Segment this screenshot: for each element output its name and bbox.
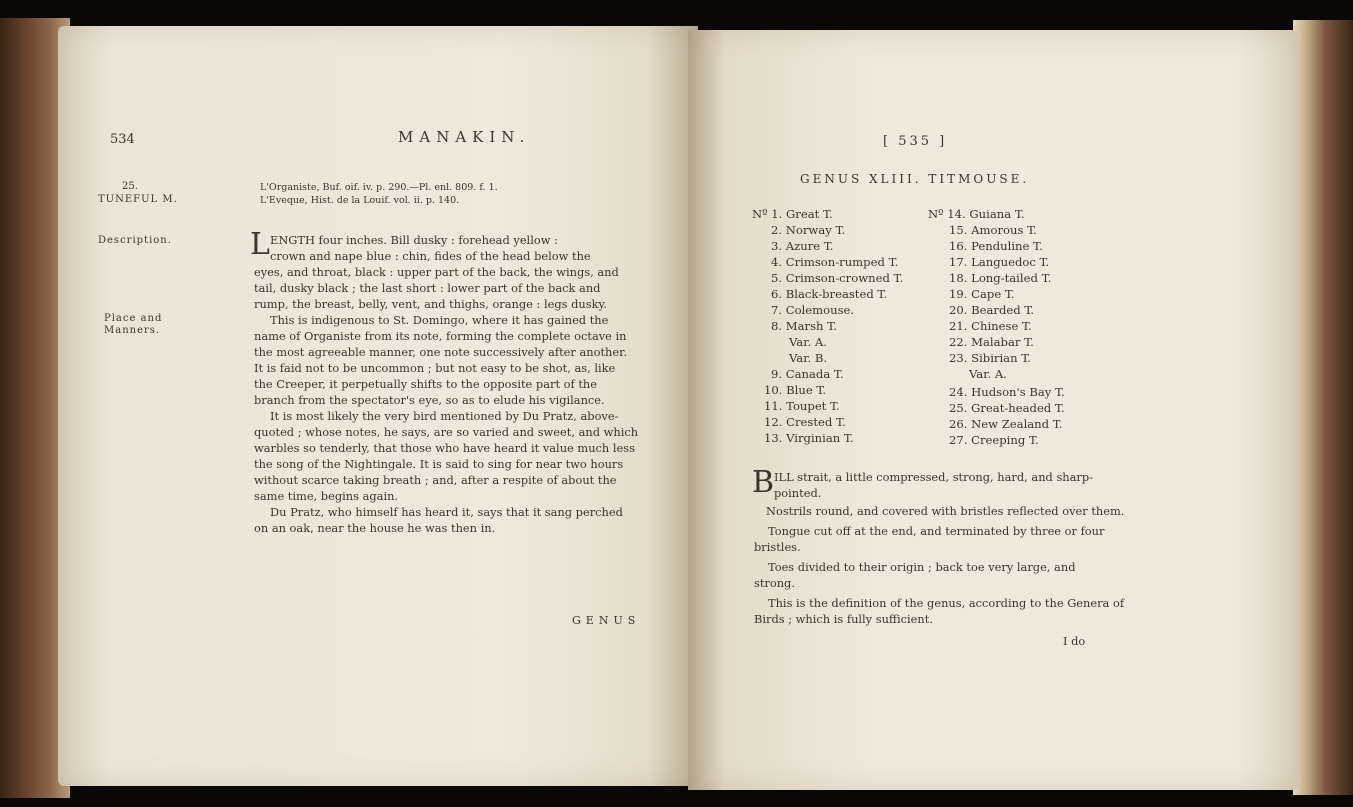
paragraph-line: warbles so tenderly, that those who have heard it value much less [254,441,635,455]
page-number-right: [ 535 ] [883,134,948,149]
description-line: eyes, and throat, black : upper part of the back, the wings, and [254,265,619,279]
entry-number: 25. [122,181,138,192]
paragraph-line: same time, begins again. [254,489,399,503]
description-line: ENGTH four inches. Bill dusky : forehead yellow : [270,233,558,247]
list-item: 6. Black-breasted T. [771,287,888,301]
genus-heading: GENUS XLIII. TITMOUSE. [800,172,1030,186]
list-item: 16. Penduline T. [949,239,1043,253]
list-item: 27. Creeping T. [949,433,1039,447]
definition-line: Birds ; which is fully sufficient. [754,612,933,626]
running-head-left: MANAKIN. [398,128,531,146]
list-item: 3. Azure T. [771,239,834,253]
list-item: 8. Marsh T. [771,319,837,333]
list-item: 20. Bearded T. [949,303,1035,317]
list-item: 11. Toupet T. [764,399,840,413]
left-page [58,26,698,786]
list-item: 17. Languedoc T. [949,255,1050,269]
list-item: 7. Colemouse. [771,303,855,317]
paragraph-line: on an oak, near the house he was then in. [254,521,496,535]
catchword-left: GENUS [572,614,641,627]
definition-line: pointed. [774,486,822,500]
list-item: 19. Cape T. [949,287,1015,301]
list-item: Var. A. [789,335,827,349]
list-item: 4. Crimson-rumped T. [771,255,899,269]
paragraph-line: without scarce taking breath ; and, after a respite of about the [254,473,617,487]
reference-2: L'Eveque, Hist. de la Louif. vol. ii. p. 140. [260,195,460,206]
margin-manners: Manners. [104,325,161,336]
list-item: 22. Malabar T. [949,335,1034,349]
definition-line: Nostrils round, and covered with bristles reflected over them. [766,504,1125,518]
list-item: Var. B. [789,351,828,365]
list-item: 10. Blue T. [764,383,827,397]
paragraph-line: branch from the spectator's eye, so as to elude his vigilance. [254,393,605,407]
book-edge-right [1293,20,1353,795]
margin-place: Place and [104,313,163,324]
paragraph-line: It is faid not to be uncommon ; but not easy to be shot, as, like [254,361,616,375]
list-item: 5. Crimson-crowned T. [771,271,904,285]
list-item: 2. Norway T. [771,223,846,237]
paragraph-line: the song of the Nightingale. It is said to sing for near two hours [254,457,624,471]
list-item: Nº 14. Guiana T. [928,207,1025,221]
definition-line: Tongue cut off at the end, and terminated by three or four [768,524,1105,538]
definition-line: This is the definition of the genus, according to the Genera of [768,596,1125,610]
list-item: 23. Sibirian T. [949,351,1031,365]
description-line: crown and nape blue : chin, fides of the head below the [270,249,591,263]
page-number-left: 534 [110,132,135,147]
definition-line: strong. [754,576,795,590]
paragraph-line: quoted ; whose notes, he says, are so varied and sweet, and which [254,425,639,439]
list-item: 25. Great-headed T. [949,401,1065,415]
description-line: tail, dusky black ; the last short : lower part of the back and [254,281,601,295]
paragraph-line: This is indigenous to St. Domingo, where it has gained the [270,313,609,327]
paragraph-line: Du Pratz, who himself has heard it, says that it sang perched [270,505,623,519]
list-item: 9. Canada T. [771,367,844,381]
right-page [688,30,1298,790]
catchword-right: I do [1063,634,1086,648]
definition-line: ILL strait, a little compressed, strong, hard, and sharp- [774,470,1094,484]
list-item: Var. A. [969,367,1007,381]
list-item: 21. Chinese T. [949,319,1032,333]
list-item: 12. Crested T. [764,415,846,429]
paragraph-line: name of Organiste from its note, forming the complete octave in [254,329,627,343]
paragraph-line: the Creeper, it perpetually shifts to the opposite part of the [254,377,597,391]
dropcap-l: L [250,227,270,262]
description-line: rump, the breast, belly, vent, and thighs, orange : legs dusky. [254,297,608,311]
list-item: 26. New Zealand T. [949,417,1063,431]
reference-1: L'Organiste, Buf. oif. iv. p. 290.—Pl. enl. 809. f. 1. [260,182,498,193]
list-item: Nº 1. Great T. [752,207,833,221]
dropcap-b: B [752,465,775,500]
list-item: 13. Virginian T. [764,431,854,445]
entry-name: TUNEFUL M. [98,194,178,205]
list-item: 24. Hudson's Bay T. [949,385,1065,399]
paragraph-line: It is most likely the very bird mentioned by Du Pratz, above- [270,409,619,423]
paragraph-line: the most agreeable manner, one note successively after another. [254,345,627,359]
margin-description: Description. [98,235,172,246]
list-item: 15. Amorous T. [949,223,1037,237]
list-item: 18. Long-tailed T. [949,271,1052,285]
definition-line: bristles. [754,540,801,554]
definition-line: Toes divided to their origin ; back toe very large, and [768,560,1076,574]
